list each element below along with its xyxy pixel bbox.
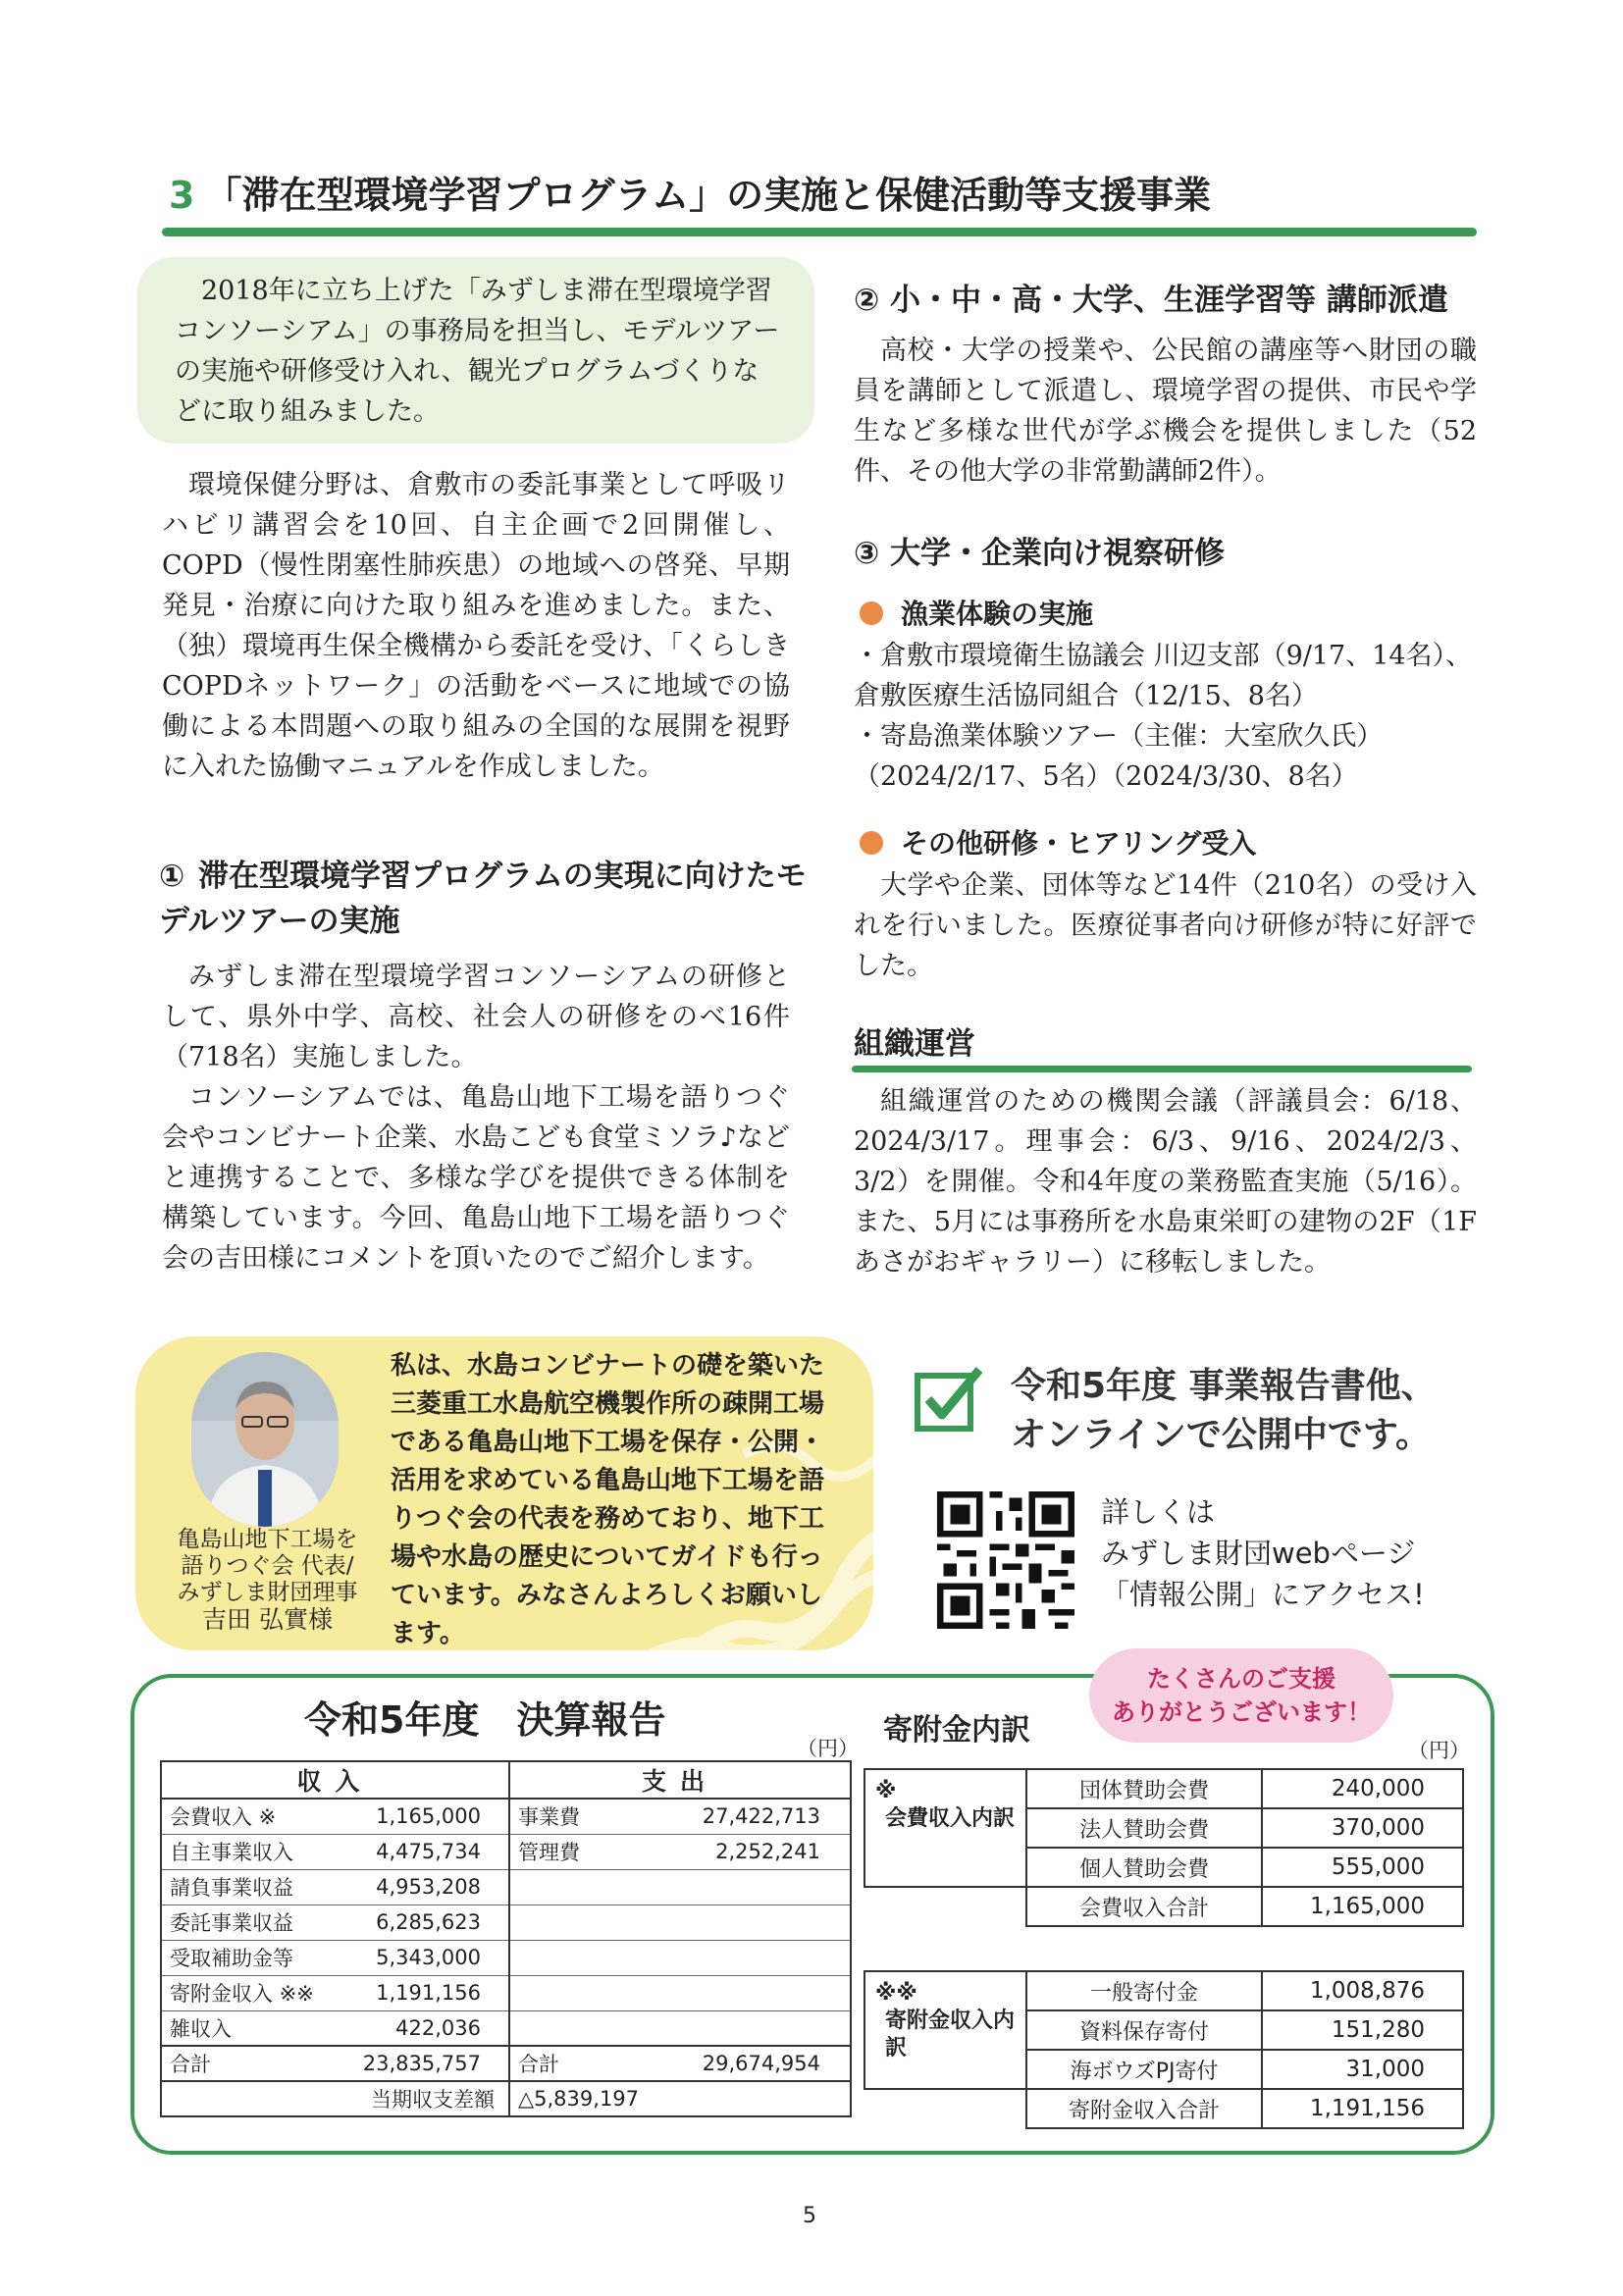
total-row xyxy=(161,2046,851,2081)
income-total-value: 23,835,757 xyxy=(342,2046,509,2081)
balance-label: 当期収支差額 xyxy=(161,2081,509,2116)
section-title-text: 「滞在型環境学習プログラム」の実施と保健活動等支援事業 xyxy=(204,174,1212,217)
online-info-line: 詳しくは xyxy=(1101,1495,1216,1529)
bullet-dot-icon xyxy=(860,601,883,625)
caption-line: みずしま財団理事 xyxy=(177,1580,358,1605)
subheading-lecturer-dispatch: ② 小・中・高・大学、生涯学習等 講師派遣 xyxy=(854,283,1448,318)
expense-value: 27,422,713 xyxy=(676,1799,851,1834)
membership-fee-table xyxy=(864,1768,1464,1927)
empty-cell xyxy=(864,1887,1026,1926)
empty-cell xyxy=(676,1905,851,1940)
empty-cell xyxy=(509,1940,676,1975)
empty-cell xyxy=(676,1940,851,1975)
online-notice-title xyxy=(1011,1362,1437,1460)
fishing-list xyxy=(854,636,1482,797)
donation-total-label: 会費収入合計 xyxy=(1026,1887,1262,1926)
income-value: 5,343,000 xyxy=(342,1940,509,1975)
paragraph-text: 大学や企業、団体等など14件（210名）の受け入れを行いました。医療従事者向け研修が特に好評でした。 xyxy=(854,870,1477,981)
section-divider xyxy=(162,228,1477,236)
finance-table xyxy=(160,1760,852,2117)
table-row xyxy=(864,2089,1463,2128)
empty-cell xyxy=(509,2010,676,2046)
lecturer-paragraph xyxy=(854,331,1477,492)
income-label: 自主事業収入 xyxy=(161,1834,342,1869)
empty-cell xyxy=(676,2010,851,2046)
expense-total-label: 合計 xyxy=(509,2046,676,2081)
page-number: 5 xyxy=(803,2204,816,2228)
balance-value: △5,839,197 xyxy=(509,2081,851,2116)
income-label: 請負事業収益 xyxy=(161,1869,342,1905)
paragraph-text: コンソーシアムでは、亀島山地下工場を語りつぐ会やコンビナート企業、水島こども食堂ミソラ♪などと連携することで、多様な学びを提供できる体制を構築しています。今回、亀島山地下工場を語りつぐ会の吉田様にコメントを頂いたのでご紹介します。 xyxy=(162,1082,790,1274)
group-label xyxy=(864,1971,1026,2089)
paragraph-text: 組織運営のための機関会議（評議員会：6/18、2024/3/17。理事会：6/3、9/16、2024/2/3、3/2）を開催。令和4年度の業務監査実施（5/16）。また、5月には事務所を水島東栄町の建物の2F（1Fあさがおギャラリー）に移転しました。 xyxy=(854,1086,1477,1278)
section-title xyxy=(169,165,1211,219)
list-item: ・寄島漁業体験ツアー（主催：大室欣久氏）（2024/2/17、5名）（2024/3/30、8名） xyxy=(854,721,1384,792)
organization-divider xyxy=(852,1066,1472,1072)
model-tour-paragraphs xyxy=(162,957,790,1278)
thanks-line: たくさんのご支援 xyxy=(1147,1664,1335,1693)
table-row xyxy=(161,1799,851,1834)
online-info-line: みずしま財団webページ xyxy=(1101,1537,1416,1570)
other-training-paragraph xyxy=(854,865,1477,986)
subheading-text: 滞在型環境学習プログラムの実現に向けたモデルツアーの実施 xyxy=(159,859,807,939)
checkbox-check-icon xyxy=(915,1364,985,1433)
online-info xyxy=(1101,1491,1425,1615)
caption-line: 語りつぐ会 代表/ xyxy=(181,1553,354,1579)
empty-cell xyxy=(676,1975,851,2010)
bullet-heading-other-training xyxy=(860,822,1256,861)
empty-cell xyxy=(864,2089,1026,2128)
table-row xyxy=(161,1940,851,1975)
donation-value: 1,008,876 xyxy=(1262,1971,1463,2010)
donation-value: 151,280 xyxy=(1262,2010,1463,2050)
table-row xyxy=(864,1887,1463,1926)
income-value: 422,036 xyxy=(342,2010,509,2046)
portrait-photo xyxy=(191,1352,339,1527)
bullet-heading-fishing xyxy=(860,593,1093,632)
environment-health-paragraph xyxy=(162,465,790,787)
donation-label: 海ボウズPJ寄付 xyxy=(1026,2050,1262,2089)
donation-label: 個人賛助会費 xyxy=(1026,1848,1262,1887)
income-value: 4,953,208 xyxy=(342,1869,509,1905)
donation-value: 31,000 xyxy=(1262,2050,1463,2089)
donation-value: 240,000 xyxy=(1262,1769,1463,1808)
expense-total-value: 29,674,954 xyxy=(676,2046,851,2081)
table-row xyxy=(864,1971,1463,2010)
group-label-text: 会費収入内訳 xyxy=(885,1806,1016,1831)
donation-value: 370,000 xyxy=(1262,1808,1463,1848)
group-label xyxy=(864,1769,1026,1887)
income-label: 寄附金収入 ※※ xyxy=(161,1975,342,2010)
empty-cell xyxy=(509,1975,676,2010)
donation-label: 団体賛助会費 xyxy=(1026,1769,1262,1808)
income-value: 6,285,623 xyxy=(342,1905,509,1940)
expense-value: 2,252,241 xyxy=(676,1834,851,1869)
donation-title: 寄附金内訳 xyxy=(883,1713,1030,1748)
bullet-heading-text: その他研修・ヒアリング受入 xyxy=(901,827,1257,860)
donation-label: 法人賛助会費 xyxy=(1026,1808,1262,1848)
thanks-line: ありがとうございます！ xyxy=(1112,1697,1371,1726)
donation-value: 555,000 xyxy=(1262,1848,1463,1887)
donation-label: 資料保存寄付 xyxy=(1026,2010,1262,2050)
message-text: 私は、水島コンビナートの礎を築いた三菱重工水島航空機製作所の疎開工場である亀島山地下工場を保存・公開・活用を求めている亀島山地下工場を語りつぐ会の代表を務めており、地下工場や水島の歴史についてガイドも行っています。みなさんよろしくお願いします。 xyxy=(391,1351,825,1648)
donation-total-value: 1,191,156 xyxy=(1262,2089,1463,2128)
online-title-line: オンラインで公開中です。 xyxy=(1011,1415,1432,1455)
table-row xyxy=(161,1869,851,1905)
income-header: 収入 xyxy=(161,1761,509,1799)
expense-header: 支出 xyxy=(509,1761,851,1799)
online-title-line: 令和5年度 事業報告書他、 xyxy=(1011,1366,1437,1406)
subheading-inspection-training: ③ 大学・企業向け視察研修 xyxy=(854,536,1226,571)
income-label: 委託事業収益 xyxy=(161,1905,342,1940)
income-value: 1,165,000 xyxy=(342,1799,509,1834)
intro-text: 2018年に立ち上げた「みずしま滞在型環境学習コンソーシアム」の事務局を担当し、モデルツアーの実施や研修受け入れ、観光プログラムづくりなどに取り組みました。 xyxy=(175,276,780,427)
income-label: 雑収入 xyxy=(161,2010,342,2046)
organization-heading: 組織運営 xyxy=(854,1026,975,1062)
empty-cell xyxy=(509,1869,676,1905)
empty-cell xyxy=(676,1869,851,1905)
list-item: ・倉敷市環境衛生協議会 川辺支部（9/17、14名）、倉敷医療生活協同組合（12/15、8名） xyxy=(854,641,1473,711)
subheading-number: ① xyxy=(159,859,185,894)
caption-line: 亀島山地下工場を xyxy=(177,1527,358,1552)
caption-name: 吉田 弘實様 xyxy=(202,1605,333,1634)
expense-label: 事業費 xyxy=(509,1799,676,1834)
donation-total-label: 寄附金収入合計 xyxy=(1026,2089,1262,2128)
expense-label: 管理費 xyxy=(509,1834,676,1869)
organization-paragraph xyxy=(854,1081,1477,1282)
donation-label: 一般寄付金 xyxy=(1026,1971,1262,2010)
income-value: 1,191,156 xyxy=(342,1975,509,2010)
section-number: 3 xyxy=(169,174,195,217)
income-value: 4,475,734 xyxy=(342,1834,509,1869)
income-total-label: 合計 xyxy=(161,2046,342,2081)
table-row xyxy=(864,1769,1463,1808)
table-row xyxy=(161,1975,851,2010)
paragraph-text: みずしま滞在型環境学習コンソーシアムの研修として、県外中学、高校、社会人の研修をのべ16件（718名）実施しました。 xyxy=(162,962,790,1072)
portrait-caption xyxy=(157,1527,378,1633)
thanks-badge xyxy=(1089,1648,1393,1743)
donation-income-table xyxy=(864,1970,1464,2129)
donation-unit: （円） xyxy=(1408,1739,1470,1762)
balance-row xyxy=(161,2081,851,2116)
finance-title: 令和5年度 決算報告 xyxy=(304,1698,666,1742)
table-row xyxy=(161,1834,851,1869)
group-mark: ※※ xyxy=(875,1981,917,2006)
intro-box xyxy=(137,257,814,444)
empty-cell xyxy=(509,1905,676,1940)
income-label: 受取補助金等 xyxy=(161,1940,342,1975)
donation-total-value: 1,165,000 xyxy=(1262,1887,1463,1926)
table-row xyxy=(161,2010,851,2046)
paragraph-text: 環境保健分野は、倉敷市の委託事業として呼吸リハビリ講習会を10回、自主企画で2回開催し、COPD（慢性閉塞性肺疾患）の地域への啓発、早期発見・治療に向けた取り組みを進めました。また、（独）環境再生保全機構から委託を受け、「くらしきCOPDネットワーク」の活動をベースに地域での協働による本問題への取り組みの全国的な展開を視野に入れた協働マニュアルを作成しました。 xyxy=(162,470,790,782)
paragraph-text: 高校・大学の授業や、公民館の講座等へ財団の職員を講師として派遣し、環境学習の提供、市民や学生など多様な世代が学ぶ機会を提供しました（52件、その他大学の非常勤講師2件）。 xyxy=(854,336,1477,487)
bullet-dot-icon xyxy=(860,831,883,855)
finance-unit: （円） xyxy=(797,1737,859,1760)
subheading-model-tour xyxy=(159,854,807,944)
group-mark: ※ xyxy=(875,1779,897,1803)
group-label-text: 寄附金収入内訳 xyxy=(885,2009,1016,2061)
income-label: 会費収入 ※ xyxy=(161,1799,342,1834)
qr-code-icon[interactable] xyxy=(937,1491,1074,1629)
online-info-link[interactable]: 「情報公開」にアクセス! xyxy=(1101,1578,1425,1611)
bullet-heading-text: 漁業体験の実施 xyxy=(901,598,1094,630)
table-row xyxy=(161,1905,851,1940)
